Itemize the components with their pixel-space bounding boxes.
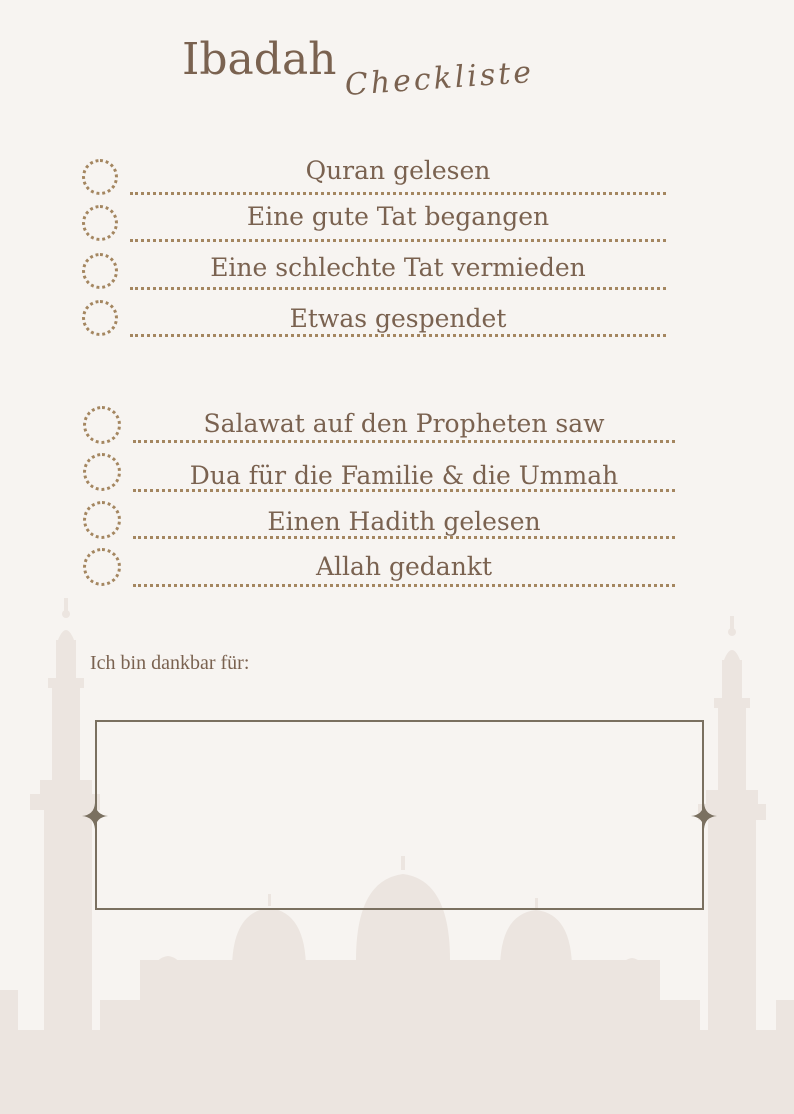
dotted-line bbox=[133, 440, 675, 443]
checklist-item-label: Einen Hadith gelesen bbox=[267, 507, 541, 536]
checkbox-circle[interactable] bbox=[83, 501, 121, 539]
checkbox-circle[interactable] bbox=[82, 253, 118, 289]
checklist-item bbox=[82, 158, 668, 202]
checklist-item bbox=[83, 547, 677, 591]
page-subtitle-script: Checkliste bbox=[343, 54, 536, 103]
sparkle-star-icon bbox=[82, 803, 108, 829]
checkbox-circle[interactable] bbox=[82, 300, 118, 336]
dotted-line bbox=[133, 584, 675, 587]
sparkle-star-icon bbox=[691, 803, 717, 829]
checklist-item-label: Quran gelesen bbox=[305, 156, 491, 185]
checklist-item-label: Etwas gespendet bbox=[289, 304, 507, 333]
checklist-item bbox=[82, 252, 668, 296]
gratitude-label: Ich bin dankbar für: bbox=[90, 652, 250, 674]
checklist-item bbox=[82, 204, 668, 248]
checkbox-circle[interactable] bbox=[83, 453, 121, 491]
page-title: Ibadah bbox=[182, 34, 337, 85]
checkbox-circle[interactable] bbox=[83, 406, 121, 444]
dotted-line bbox=[130, 239, 666, 242]
dotted-line bbox=[130, 192, 666, 195]
checklist-item-label: Eine schlechte Tat vermieden bbox=[210, 253, 586, 282]
checklist-item-label: Eine gute Tat begangen bbox=[246, 202, 550, 231]
dotted-line bbox=[133, 489, 675, 492]
dotted-line bbox=[130, 287, 666, 290]
checkbox-circle[interactable] bbox=[82, 159, 118, 195]
checklist-item bbox=[82, 299, 668, 343]
checklist-item-label: Dua für die Familie & die Ummah bbox=[189, 461, 619, 490]
checklist-item bbox=[83, 405, 677, 449]
gratitude-input-box[interactable] bbox=[95, 720, 704, 910]
checklist-item-label: Salawat auf den Propheten saw bbox=[203, 409, 605, 438]
checklist-item bbox=[83, 500, 677, 544]
checkbox-circle[interactable] bbox=[82, 205, 118, 241]
dotted-line bbox=[133, 536, 675, 539]
dotted-line bbox=[130, 334, 666, 337]
checklist-item-label: Allah gedankt bbox=[315, 552, 492, 581]
checkbox-circle[interactable] bbox=[83, 548, 121, 586]
checklist-item bbox=[83, 452, 677, 496]
